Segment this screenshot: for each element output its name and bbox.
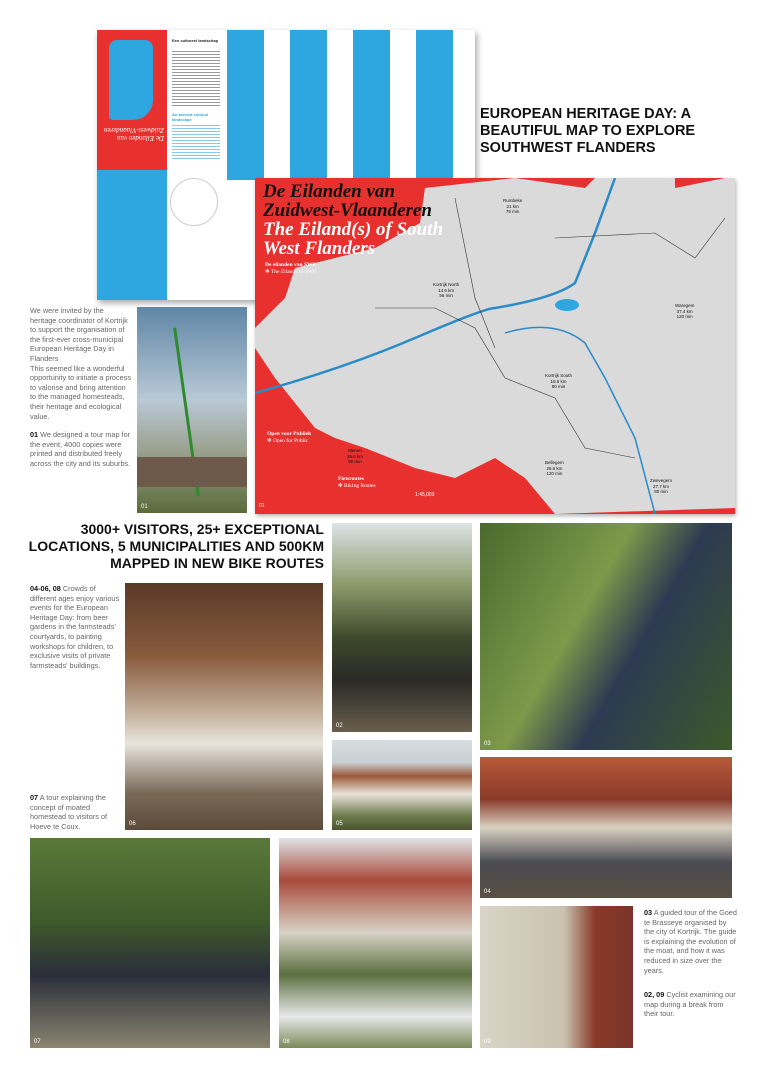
brochure-back bbox=[97, 170, 167, 300]
cover-illustration bbox=[109, 40, 153, 120]
map-place-label bbox=[503, 198, 522, 215]
caption-03 bbox=[644, 908, 738, 975]
photo-number: 04 bbox=[484, 889, 491, 895]
place-name: Menen bbox=[348, 448, 362, 453]
tour-map bbox=[255, 178, 735, 514]
place-dist: 14.6 km bbox=[438, 287, 455, 293]
place-dist: 27.7 km bbox=[653, 483, 670, 489]
caption-num: 02, 09 bbox=[644, 990, 665, 999]
place-name: Kortrijk South bbox=[545, 373, 573, 378]
map-place-label bbox=[545, 460, 564, 477]
map-title-nl-2: Zuidwest-Vlaanderen bbox=[263, 200, 432, 221]
place-name: Rumbeke bbox=[503, 198, 523, 203]
photo-number: 06 bbox=[129, 821, 136, 827]
caption-text: A guided tour of the Goed te Brasseye organised by the city of Kortrijk. The guide is explaining the evolution of the moat, and how it was reduced in size over the years. bbox=[644, 908, 737, 975]
caption-02-09 bbox=[644, 990, 738, 1019]
map-place-label bbox=[347, 448, 363, 465]
photo-06-barn bbox=[125, 583, 323, 830]
legend-public-en: ✻ Open for Public bbox=[267, 438, 309, 444]
brochure-text-2 bbox=[172, 125, 220, 161]
photo-09-cyclist-map bbox=[480, 906, 633, 1048]
caption-text: We designed a tour map for the event, 4000 copies were printed and distributed freely across the city and its suburbs. bbox=[30, 430, 131, 468]
place-name: Waregem bbox=[675, 303, 695, 308]
brochure-heading-1: Een cultureel landschap bbox=[172, 38, 219, 43]
caption-num: 04-06, 08 bbox=[30, 584, 61, 593]
map-number: 01 bbox=[259, 503, 265, 509]
section-heading: 3000+ VISITORS, 25+ EXCEPTIONAL LOCATIONS, 5 MUNICIPALITIES AND 500KM MAPPED IN NEW BIKE ROUTES bbox=[28, 521, 324, 571]
legend-eilands-nl: De eilanden van SWF bbox=[265, 262, 316, 268]
caption-num: 07 bbox=[30, 793, 39, 802]
intro-p1: We were invited by the heritage coordinator of Kortrijk to support the organisation of the first-ever cross-municipal European Heritage Day in Flanders bbox=[30, 306, 128, 363]
photo-01-crane bbox=[137, 307, 247, 513]
caption-text: Cyclist examining our map during a break from their tour. bbox=[644, 990, 736, 1019]
map-place-label bbox=[433, 282, 459, 299]
place-time: 90 min bbox=[348, 459, 362, 464]
place-dist: 21 km bbox=[506, 203, 519, 209]
map-place-label bbox=[545, 373, 572, 390]
map-place-label bbox=[675, 303, 694, 320]
map-title-en: The Eiland(s) of South bbox=[263, 219, 444, 240]
map-place-label bbox=[650, 478, 672, 495]
place-time: 56 min bbox=[439, 293, 453, 298]
legend-bike-nl: Fietsroutes bbox=[338, 476, 364, 482]
photo-04-courtyard bbox=[480, 757, 732, 898]
photo-number: 07 bbox=[34, 1039, 41, 1045]
photo-number: 01 bbox=[141, 504, 148, 510]
caption-text: Crowds of different ages enjoy various events for the European Heritage Day: from beer gardens in the farmsteads' courtyards, to painting workshops for children, to exclusive visits of private farmsteads' buildings. bbox=[30, 584, 120, 670]
place-dist: 37.4 km bbox=[676, 308, 693, 314]
caption-text: A tour explaining the concept of moated homestead to visitors of Hoeve te Coux. bbox=[30, 793, 108, 831]
place-dist: 18.6 km bbox=[550, 378, 567, 384]
map-scale: 1:45,000 bbox=[415, 492, 435, 498]
caption-01 bbox=[30, 430, 132, 468]
place-name: Kortrijk North bbox=[433, 282, 460, 287]
place-name: Zwevegem bbox=[650, 478, 673, 483]
intro-p2: This seemed like a wonderful opportunity to initiate a process to valorise and bring attention to the managed homesteads, their heritage and ecological value. bbox=[30, 363, 131, 421]
brochure-heading-2: An ancient cultural landscape bbox=[172, 112, 209, 122]
photo-number: 05 bbox=[336, 821, 343, 827]
brochure-photo-grid bbox=[224, 30, 475, 180]
cover-title: De Eilanden van Zuidwest-Vlaanderen bbox=[103, 126, 164, 142]
brochure-cover bbox=[97, 30, 167, 170]
place-dist: 29.6 km bbox=[546, 465, 563, 471]
photo-03-guided-tour bbox=[480, 523, 732, 750]
place-time: 75 min bbox=[505, 209, 520, 214]
place-time: 120 min bbox=[676, 314, 693, 319]
caption-num: 01 bbox=[30, 430, 39, 440]
compass-diagram bbox=[170, 178, 218, 226]
place-time: 80 min bbox=[654, 489, 668, 494]
photo-05-farmstead bbox=[332, 740, 472, 830]
brochure-text bbox=[172, 51, 220, 107]
legend-public-nl: Open voor Publiek bbox=[267, 431, 312, 437]
photo-08-beer-garden bbox=[279, 838, 472, 1048]
caption-07 bbox=[30, 793, 122, 831]
photo-number: 08 bbox=[283, 1039, 290, 1045]
legend-bike-en: ✻ Biking Routes bbox=[338, 483, 376, 489]
place-dist: 25.6 km bbox=[347, 453, 364, 459]
map-title-en-2: West Flanders bbox=[263, 238, 376, 259]
caption-04-08 bbox=[30, 584, 122, 670]
map-title-nl: De Eilanden van bbox=[263, 181, 395, 202]
photo-number: 03 bbox=[484, 741, 491, 747]
place-time: 80 min bbox=[551, 384, 566, 389]
photo-02-cyclists bbox=[332, 523, 472, 732]
page-title: EUROPEAN HERITAGE DAY: A BEAUTIFUL MAP TO EXPLORE SOUTHWEST FLANDERS bbox=[480, 106, 696, 156]
place-time: 120 min bbox=[546, 471, 563, 476]
photo-07-moated-tour bbox=[30, 838, 270, 1048]
caption-num: 03 bbox=[644, 908, 653, 917]
photo-number: 09 bbox=[484, 1039, 491, 1045]
photo-number: 02 bbox=[336, 723, 343, 729]
legend-eilands-en: ✻ The Eilands of SWF bbox=[265, 269, 316, 275]
place-name: Bellegem bbox=[545, 460, 564, 465]
